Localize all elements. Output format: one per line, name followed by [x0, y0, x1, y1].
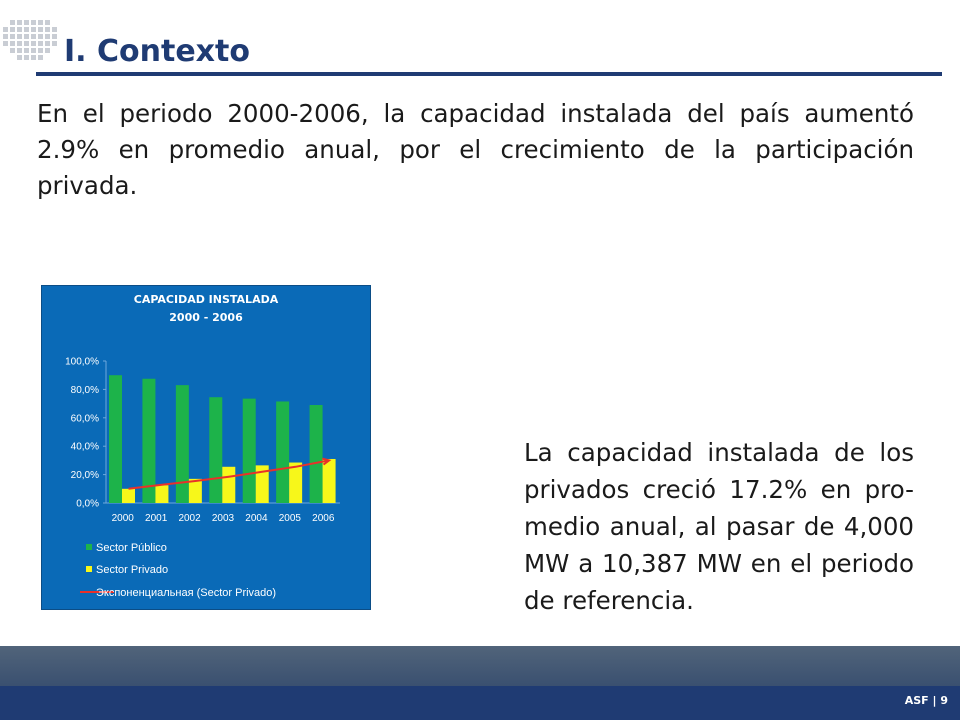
bar-private [155, 485, 168, 503]
legend-label-trend: Экспоненциальная (Sector Privado) [96, 587, 277, 599]
y-tick-label: 100,0% [65, 356, 99, 368]
bar-private [222, 467, 235, 503]
y-tick-label: 60,0% [70, 413, 99, 425]
x-tick-label: 2003 [211, 513, 235, 524]
footer-band-highlight [0, 646, 960, 686]
chart-subtitle: 2000 - 2006 [169, 311, 243, 324]
chart-title: CAPACIDAD INSTALADA [133, 293, 279, 306]
bar-private [289, 463, 302, 503]
decorative-dots [0, 18, 62, 64]
bar-private [323, 459, 336, 503]
y-tick-label: 0,0% [76, 498, 99, 510]
legend-swatch-public [86, 544, 92, 550]
side-paragraph: La capacidad instalada de los privados creció 17.2% en pro-medio anual, al pasar de 4,000 MW a 10,387 MW en el periodo de referencia. [524, 438, 914, 615]
chart-legend [80, 542, 276, 599]
bar-public [176, 385, 189, 503]
y-tick-label: 80,0% [70, 384, 99, 396]
plot-area [65, 357, 340, 525]
bar-public [142, 379, 155, 503]
bar-private [122, 489, 135, 503]
x-tick-label: 2000 [111, 513, 134, 524]
intro-paragraph: En el periodo 2000-2006, la capacidad instalada del país aumentó 2.9% en promedio anual, por el crecimiento de la participación privada. [37, 99, 914, 200]
legend-label-private: Sector Privado [96, 564, 169, 576]
bar-public [209, 397, 222, 503]
y-tick-label: 20,0% [70, 470, 99, 482]
legend-swatch-private [86, 566, 92, 572]
footer-page-label: ASF | 9 [904, 694, 948, 707]
bar-public [276, 401, 289, 503]
bar-public [109, 375, 122, 503]
chart-canvas [42, 286, 370, 609]
y-tick-label: 40,0% [70, 441, 99, 453]
x-tick-label: 2001 [145, 513, 168, 524]
x-tick-label: 2004 [245, 513, 268, 524]
x-tick-label: 2005 [278, 513, 301, 524]
title-divider [36, 72, 942, 76]
capacity-chart [41, 285, 371, 610]
x-tick-label: 2002 [178, 513, 201, 524]
bar-public [310, 405, 323, 503]
bar-public [243, 399, 256, 503]
page-title: I. Contexto [64, 34, 250, 69]
legend-label-public: Sector Público [96, 542, 167, 554]
x-tick-label: 2006 [312, 513, 335, 524]
